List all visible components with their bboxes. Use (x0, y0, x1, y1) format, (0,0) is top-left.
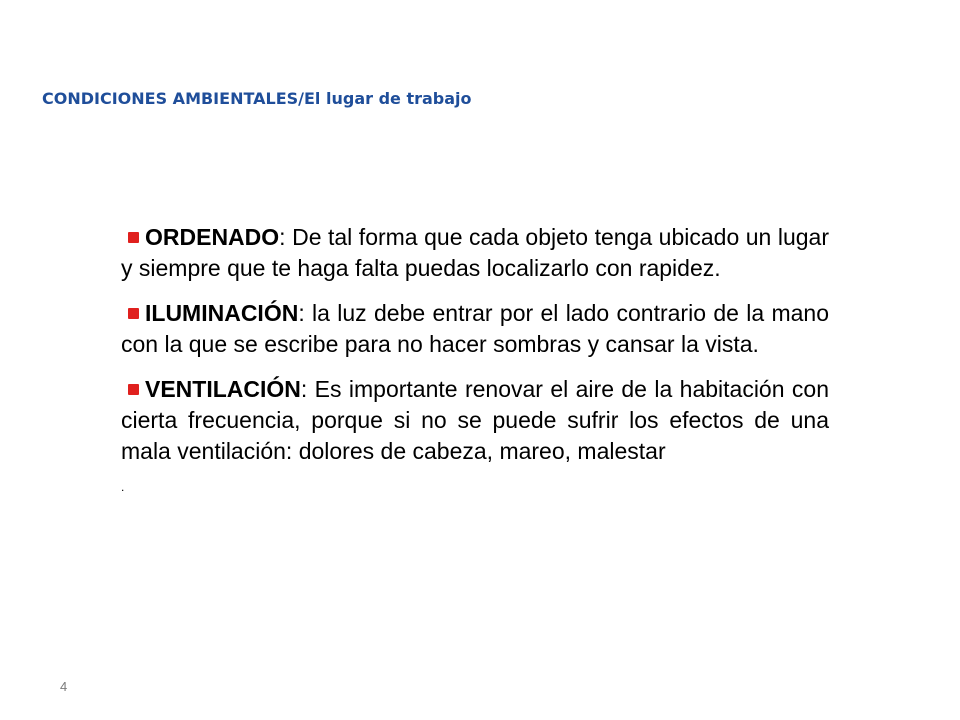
trailing-period: . (121, 480, 125, 494)
red-square-bullet-icon (128, 384, 139, 395)
slide-title: CONDICIONES AMBIENTALES/El lugar de trabajo (42, 89, 472, 108)
item-term: ORDENADO (145, 224, 280, 250)
page-number: 4 (60, 679, 68, 694)
item-term: VENTILACIÓN (145, 376, 301, 402)
item-text: : De tal forma que cada objeto tenga ubicado un lugar y siempre que te haga falta puedas localizarlo con rapidez. (121, 224, 829, 281)
red-square-bullet-icon (128, 308, 139, 319)
item-term: ILUMINACIÓN (145, 300, 299, 326)
item-text: : la luz debe entrar por el lado contrario de la mano con la que se escribe para no hacer sombras y cansar la vista. (121, 300, 829, 357)
red-square-bullet-icon (128, 232, 139, 243)
item-text: : Es importante renovar el aire de la habitación con cierta frecuencia, porque si no se puede sufrir los efectos de una mala ventilación: dolores de cabeza, mareo, malestar (121, 376, 829, 464)
list-item-ordenado (121, 222, 829, 284)
slide-content (121, 222, 829, 493)
list-item-iluminacion (121, 298, 829, 360)
list-item-ventilacion (121, 374, 829, 467)
